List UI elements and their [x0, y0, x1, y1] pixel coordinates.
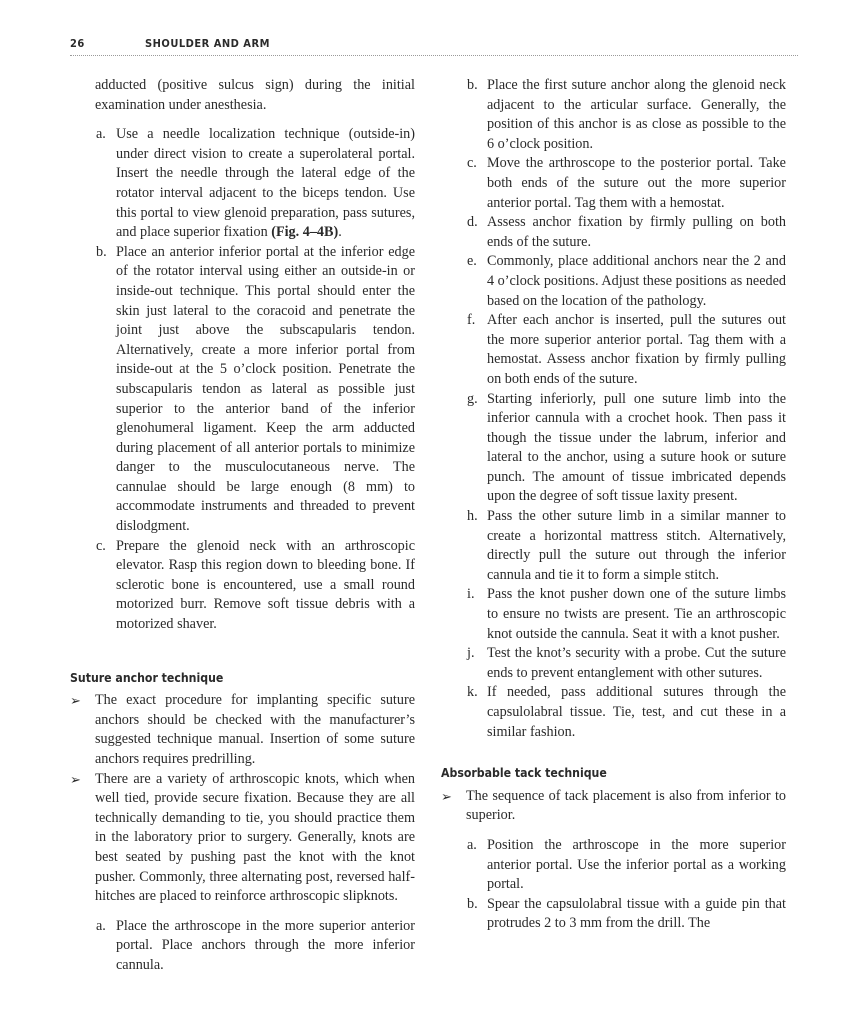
step-item: [441, 683, 786, 742]
arrow-bullet-icon: ➢: [70, 771, 81, 787]
step-text: Prepare the glenoid neck with an arthroscopic elevator. Rasp this region down to bleeding bone. If sclerotic bone is encountered, use a small round motorized burr. Remove soft tissue debris with a motorized shaver.: [116, 537, 415, 633]
step-label: a.: [467, 836, 477, 853]
step-item: [441, 252, 786, 311]
step-item: [441, 895, 786, 934]
figure-reference: (Fig. 4–4B): [271, 224, 339, 241]
running-head: [70, 37, 798, 55]
bullet-item: [441, 787, 786, 826]
bullet-item: [70, 691, 415, 769]
step-text: Assess anchor fixation by firmly pulling on both ends of the suture.: [487, 214, 786, 250]
step-item: [441, 507, 786, 585]
step-text: Place the arthroscope in the more superior anterior portal. Place anchors through the more inferior cannula.: [116, 917, 415, 973]
step-label: b.: [96, 243, 107, 260]
step-item: [441, 644, 786, 683]
arrow-bullet-icon: ➢: [70, 693, 81, 709]
bullet-item: [70, 770, 415, 907]
page-number: 26: [70, 37, 85, 50]
step-item: [441, 76, 786, 154]
step-label: c.: [96, 537, 106, 554]
section-heading-suture-anchor: Suture anchor technique: [70, 670, 224, 685]
step-label: e.: [467, 253, 477, 270]
step-text: Spear the capsulolabral tissue with a guide pin that protrudes 2 to 3 mm from the drill. The: [487, 895, 786, 932]
step-item: [70, 537, 415, 635]
bullet-text: There are a variety of arthroscopic knots, which when well tied, provide secure fixation. Because they are all technically demanding to tie, you should practice them in the laboratory prior to surgery. Generally, knots are best seated by pushing past the knot with the knot pusher. Commonly, three alternating post, reversed half-hitches are placed to reinforce arthroscopic slipknots.: [95, 770, 415, 905]
step-label: a.: [96, 917, 106, 934]
step-label: c.: [467, 155, 477, 172]
section-heading-absorbable-tack: Absorbable tack technique: [441, 766, 607, 781]
step-text: Position the arthroscope in the more superior anterior portal. Use the inferior portal as a working portal.: [487, 836, 786, 893]
step-label: d.: [467, 214, 478, 231]
step-item: [441, 836, 786, 895]
step-item: [70, 243, 415, 537]
step-label: a.: [96, 126, 106, 143]
intro-paragraph: adducted (positive sulcus sign) during the initial examination under anesthesia.: [95, 77, 415, 113]
step-label: j.: [467, 645, 475, 662]
step-text: Use a needle localization technique (outside-in) under direct vision to create a superolateral portal. Insert the needle through the lateral edge of the rotator interval adjacent to the biceps tendon. Use this portal to view glenoid preparation, pass sutures, and place superior fixation: [116, 126, 415, 241]
step-label: f.: [467, 312, 476, 329]
step-item: a. Use a needle localization technique (outside-in) under direct vision to create a superolateral portal. Insert the needle through the lateral edge of the rotator interval adjacent to the biceps tendon. Use this portal to view glenoid preparation, pass sutures, and place superior fixation (Fig. 4–4B).: [96, 126, 415, 241]
step-label: b.: [467, 77, 478, 93]
bullet-text: The sequence of tack placement is also from inferior to superior.: [466, 787, 786, 824]
step-text: Move the arthroscope to the posterior portal. Take both ends of the suture out the more superior anterior portal. Tag them with a hemostat.: [487, 155, 786, 211]
step-item: [70, 917, 415, 976]
step-label: b.: [467, 895, 478, 912]
step-text: Place the first suture anchor along the glenoid neck adjacent to the articular surface. Generally, the position of this anchor is as close as possible to the 6 o’clock position.: [487, 77, 786, 152]
step-label: h.: [467, 508, 478, 525]
arrow-bullet-icon: ➢: [441, 788, 452, 804]
section-title: SHOULDER AND ARM: [145, 37, 270, 50]
step-item: [441, 585, 786, 644]
step-label: k.: [467, 684, 478, 701]
step-text: Pass the other suture limb in a similar manner to create a horizontal mattress stitch. Alternatively, directly pull the suture out through the inferior cannula and tie it to form a simple stitch.: [487, 508, 786, 583]
step-label: i.: [467, 586, 475, 603]
step-text: Test the knot’s security with a probe. Cut the suture ends to prevent entanglement with other sutures.: [487, 645, 786, 681]
step-item: [441, 311, 786, 389]
left-column: [70, 76, 415, 976]
step-text: If needed, pass additional sutures through the capsulolabral tissue. Tie, test, and cut these in a similar fashion.: [487, 684, 786, 740]
step-text: Pass the knot pusher down one of the suture limbs to ensure no twists are present. Tie an arthroscopic knot outside the cannula. Seat it with a knot pusher.: [487, 586, 786, 642]
step-item: [441, 390, 786, 508]
step-item: [441, 213, 786, 252]
right-column: [441, 76, 786, 934]
header-divider: [70, 55, 798, 56]
bullet-text: The exact procedure for implanting specific suture anchors should be checked with the manufacturer’s suggested technique manual. Insertion of some suture anchors requires predrilling.: [95, 692, 415, 767]
step-text: Commonly, place additional anchors near the 2 and 4 o’clock positions. Adjust these positions as needed based on the location of the pathology.: [487, 253, 786, 309]
step-text: Place an anterior inferior portal at the inferior edge of the rotator interval using either an outside-in or inside-out technique. This portal should enter the skin just lateral to the coracoid and penetrate the joint just above the subscapularis tendon. Alternatively, create a more inferior portal from inside-out at the 5 o’clock position. Penetrate the subscapularis tendon as lateral as possible just superior to the anterior band of the inferior glenohumeral ligament. Keep the arm adducted during placement of all anterior portals to minimize danger to the musculocutaneous nerve. The cannulae should be large enough (8 mm) to accommodate instruments and threaded to prevent dislodgment.: [116, 243, 415, 535]
step-item: [441, 154, 786, 213]
step-text: Starting inferiorly, pull one suture limb into the inferior cannula with a crochet hook. Then pass it though the tissue under the labrum, inferior and lateral to the anchor, using a suture hook or suture punch. The amount of tissue imbricated depends upon the degree of soft tissue laxity present.: [487, 390, 786, 505]
step-label: g.: [467, 390, 478, 407]
step-text: After each anchor is inserted, pull the sutures out the more superior anterior portal. Tag them with a hemostat. Assess anchor fixation by firmly pulling on both ends of the suture.: [487, 312, 786, 387]
